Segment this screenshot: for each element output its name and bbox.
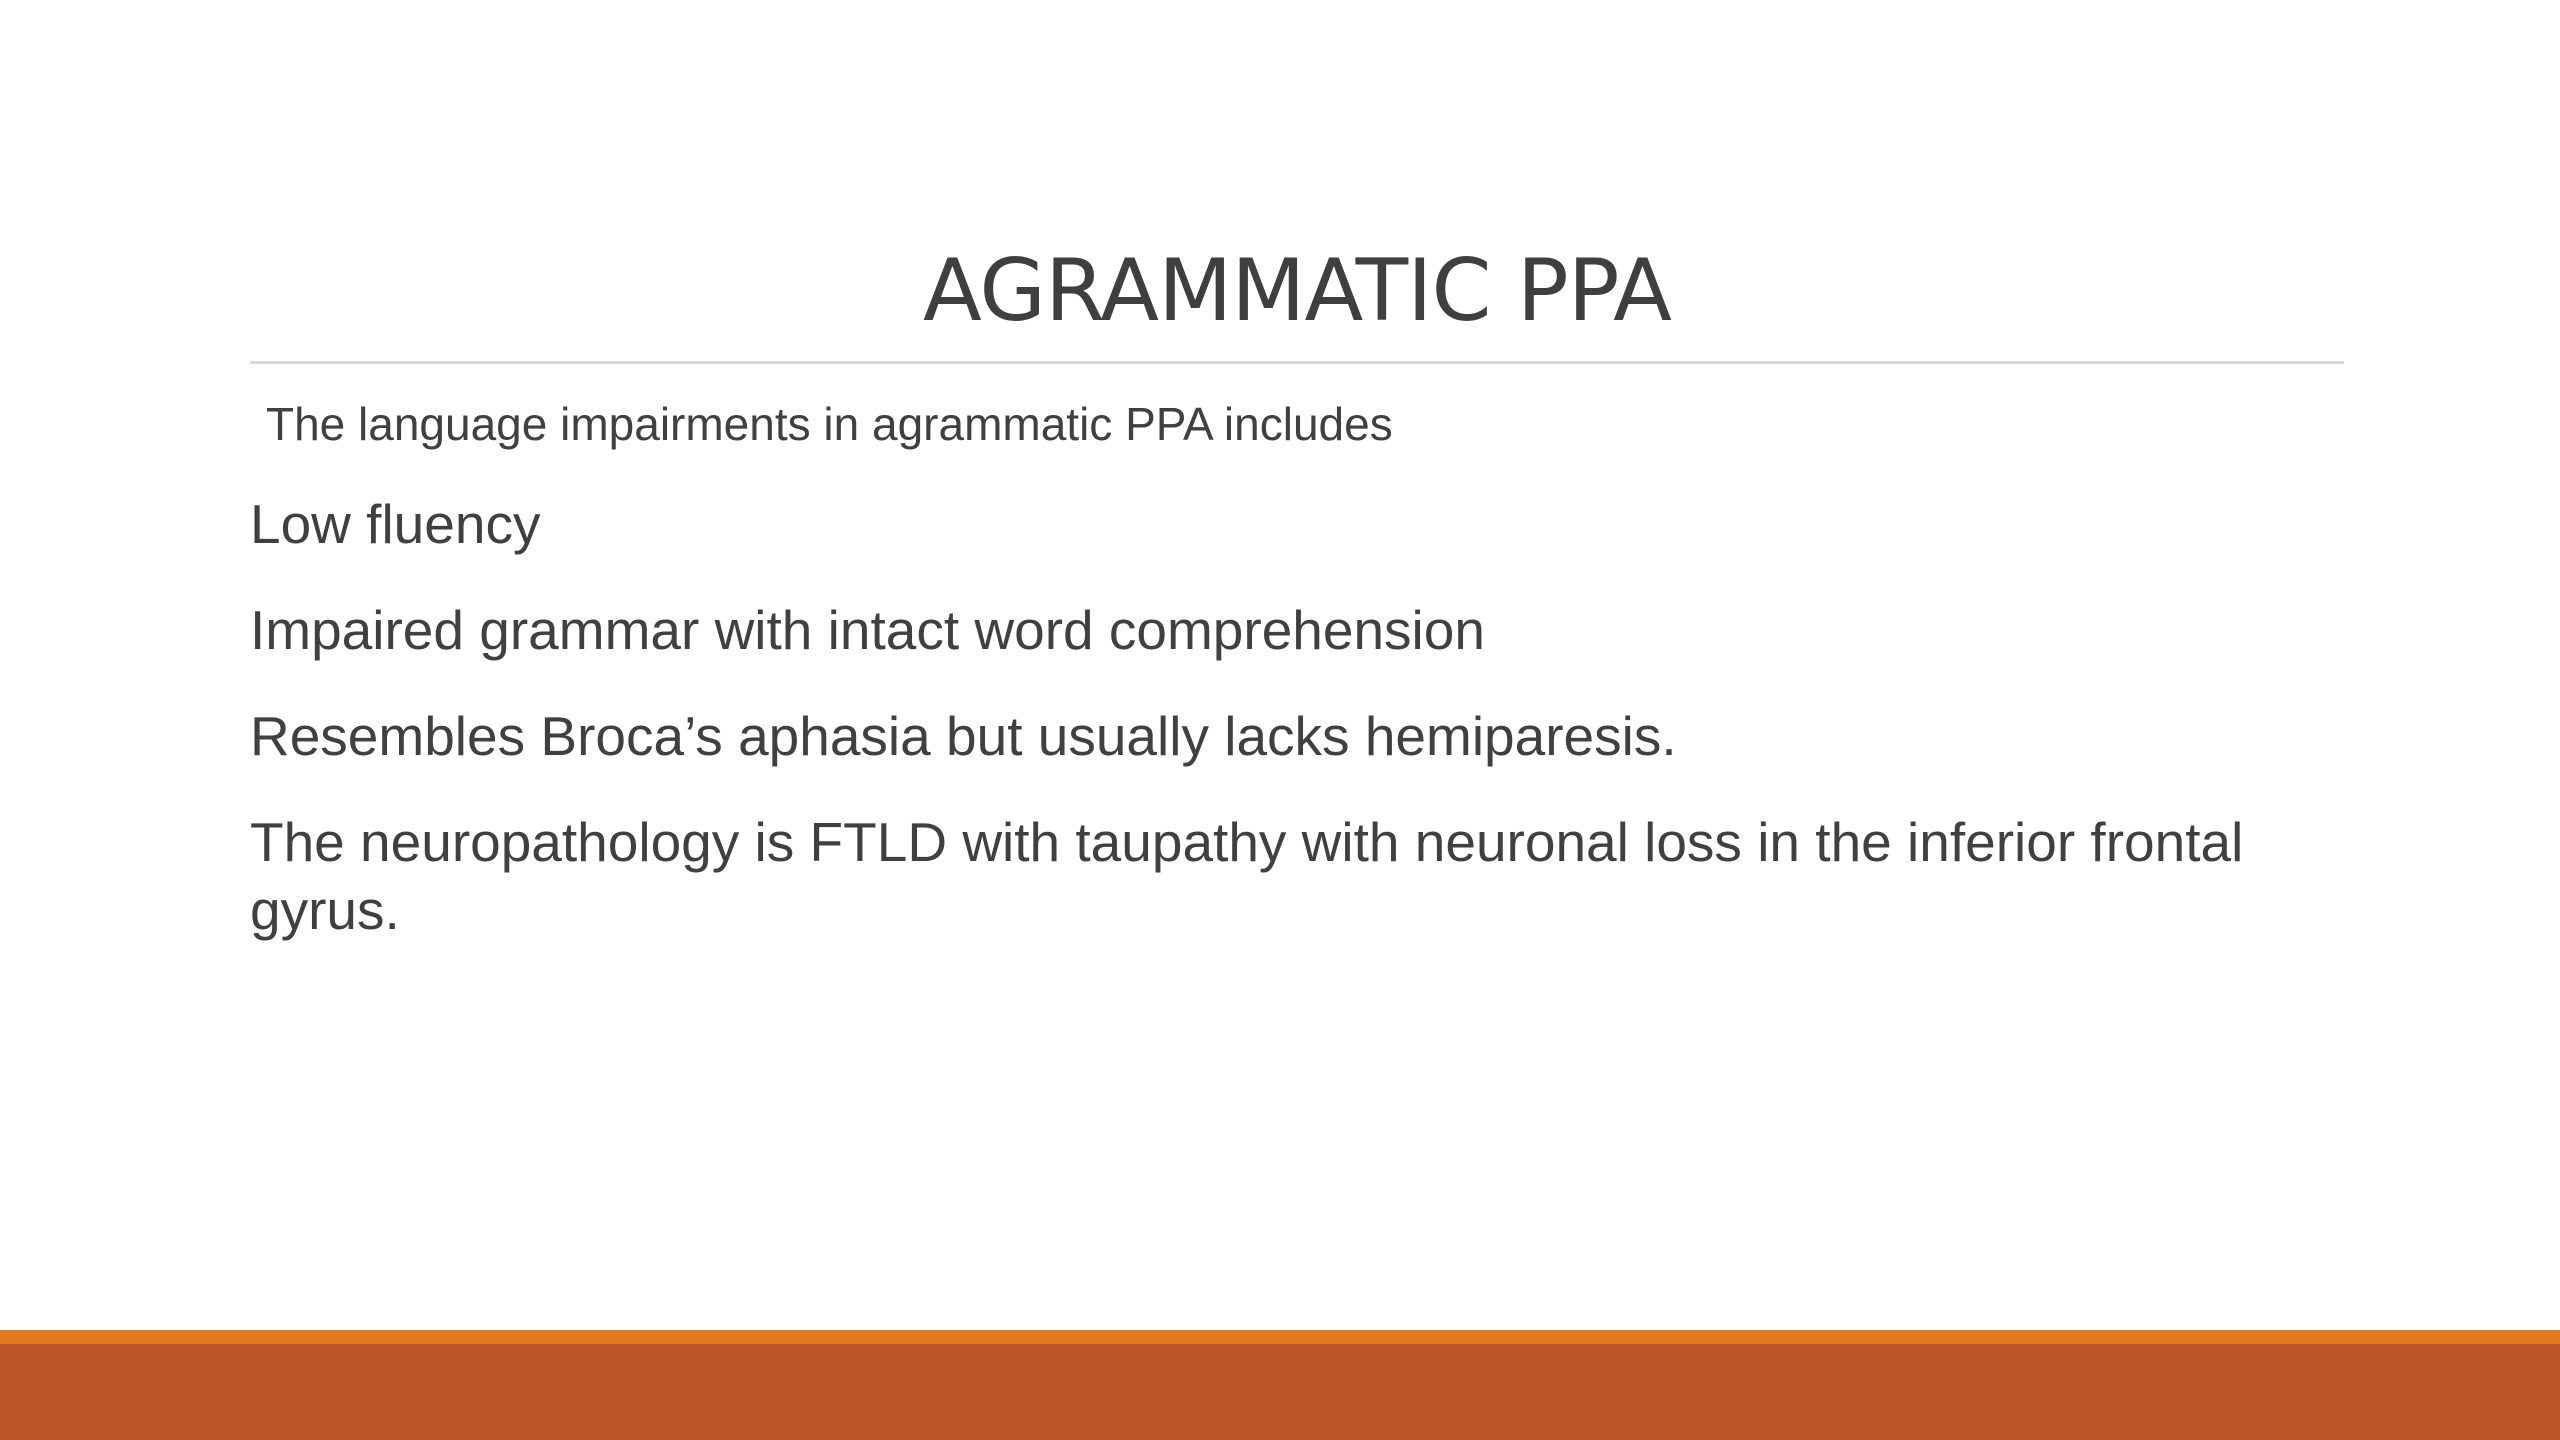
slide-title: AGRAMMATIC PPA: [923, 241, 1671, 341]
title-divider: [250, 361, 2344, 364]
point-low-fluency: Low fluency: [250, 493, 541, 555]
footer-accent-stripe: [0, 1330, 2560, 1344]
point-impaired-grammar: Impaired grammar with intact word comprehension: [250, 599, 1485, 661]
point-resembles-broca: Resembles Broca’s aphasia but usually lacks hemiparesis.: [250, 705, 1677, 767]
point-neuropathology: The neuropathology is FTLD with taupathy with neuronal loss in the inferior frontal gyrus.: [250, 811, 2244, 941]
intro-text: The language impairments in agrammatic PPA includes: [266, 398, 1393, 450]
footer-band: [0, 1344, 2560, 1440]
bullet-list: [250, 490, 2330, 982]
